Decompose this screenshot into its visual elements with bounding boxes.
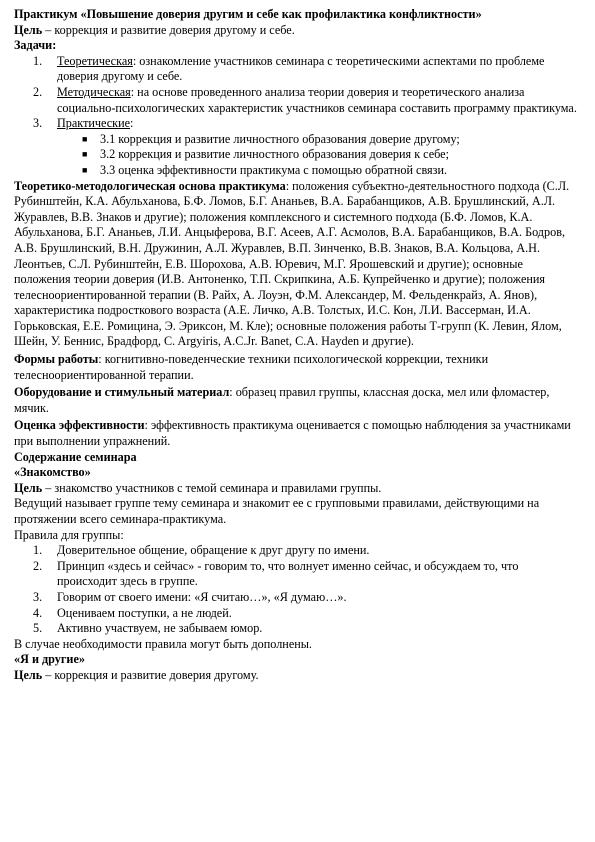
list-item: 3. Практические: [33,116,134,131]
list-item: 1. Доверительное общение, обращение к друг другу по имени. [33,543,370,558]
bullet-icon: ■ [82,133,88,144]
rules-heading: Правила для группы: [14,527,124,542]
rules-list [14,543,581,637]
acquaintance-intro: Ведущий называет группе тему семинара и знакомит ее с групповыми правилами, действующими на протяжении всего семинара-практикума. [14,496,540,526]
list-item: 3. Говорим от своего имени: «Я считаю…», «Я думаю…». [33,589,347,604]
goal-line [14,23,581,39]
equipment: Оборудование и стимульный материал: образец правил группы, классная доска, мел или фломастер, мячик. [14,385,550,415]
bullet-icon: ■ [82,149,88,160]
content-heading: Содержание семинара [14,449,137,464]
evaluation: Оценка эффективности: эффективность практикума оценивается с помощью наблюдения за участниками при выполнении упражнений. [14,418,571,449]
list-item: 2. Принцип «здесь и сейчас» - говорим то, что волнует именно сейчас, и обсуждаем то, что происходит здесь в группе. [33,558,519,589]
list-item: ■ 3.3 оценка эффективности практикума с помощью обратной связи. [82,162,448,177]
goal-label: Цель [14,22,43,37]
document-title: Практикум «Повышение доверия другим и себе как профилактика конфликтности» [14,7,482,21]
list-item: 1. Теоретическая: ознакомление участников семинара с теоретическими аспектами по проблеме доверия другому и себе. [33,53,545,84]
list-item: 4. Оцениваем поступки, а не людей. [33,605,232,620]
list-item: ■ 3.1 коррекция и развитие личностного образования доверие другому; [82,131,460,146]
practical-tasks-list [14,132,581,179]
list-item: 5. Активно участвуем, не забываем юмор. [33,621,263,636]
task-label: Практические [57,116,131,131]
me-and-others-goal: Цель – коррекция и развитие доверия другому. [14,667,259,682]
me-and-others-title: «Я и другие» [14,652,85,667]
bullet-icon: ■ [82,164,88,175]
goal-text: – коррекция и развитие доверия другому и себе. [42,22,295,37]
methodological-basis: Теоретико-методологическая основа практикума: положения субъектно-деятельностного подхода (С.Л. Рубинштейн, К.А. Абульханова, Б.Ф. Ломов, Б.Г. Ананьев, В.А. Барабанщиков, А.В. Брушлинский, А.Л. Журавлев, В.В. Знаков и другие); положения комплексного и системного подхода (Б.Ф. Ломов, К.А. Абульханова, Б.Г. Ананьев, Л.И. Анцыферова, В.Г. Асеев, А.Г. Асмолов, В.А. Барабанщиков, В.А. Бодров, А.В. Брушлинский, В.Н. Дружинин, А.Л. Журавлев, В.П. Зинченко, В.В. Знаков, В.А. Кольцова, А.Н. Леонтьев, С.Л. Рубинштейн, Е.В. Шорохова, А.В. Юревич, М.Г. Ярошевский и другие); основные положения теории доверия (И.В. Антоненко, Т.П. Скрипкина, А.Б. Купрейченко и другие); положения телесноориентированной терапии (В. Райх, А. Лоуэн, Ф.М. Александер, М. Фельденкрайз, А. Янов), характеристика подросткового возраста (А.Е. Личко, А.В. Толстых, И.С. Кон, Л.И. Вассерман, И.А. Горьковская, Е.Е. Ромицина, Э. Эриксон, М. Кле); основные положения работы Т-групп (К. Левин, Ялом, Шейн, У. Беннис, Брадфорд, C. Argyiris, A.C.Jr. Banet, C.A. Hayden и другие). [14,178,570,349]
tasks-list [14,54,581,132]
tasks-heading: Задачи: [14,38,57,53]
task-label: Теоретическая [57,53,133,68]
list-item: ■ 3.2 коррекция и развитие личностного образования доверия к себе; [82,147,449,162]
work-forms: Формы работы: когнитивно-поведенческие техники психологической коррекции, техники телесноориентированной терапии. [14,352,489,382]
rules-note: В случае необходимости правила могут быть дополнены. [14,636,312,651]
acquaintance-goal: Цель – знакомство участников с темой семинара и правилами группы. [14,480,382,495]
task-label: Методическая [57,84,131,99]
list-item: 2. Методическая: на основе проведенного анализа теории доверия и теоретического анализа социально-психологических характеристик участников семинара составить программу практикума. [33,84,577,115]
acquaintance-title: «Знакомство» [14,465,91,480]
